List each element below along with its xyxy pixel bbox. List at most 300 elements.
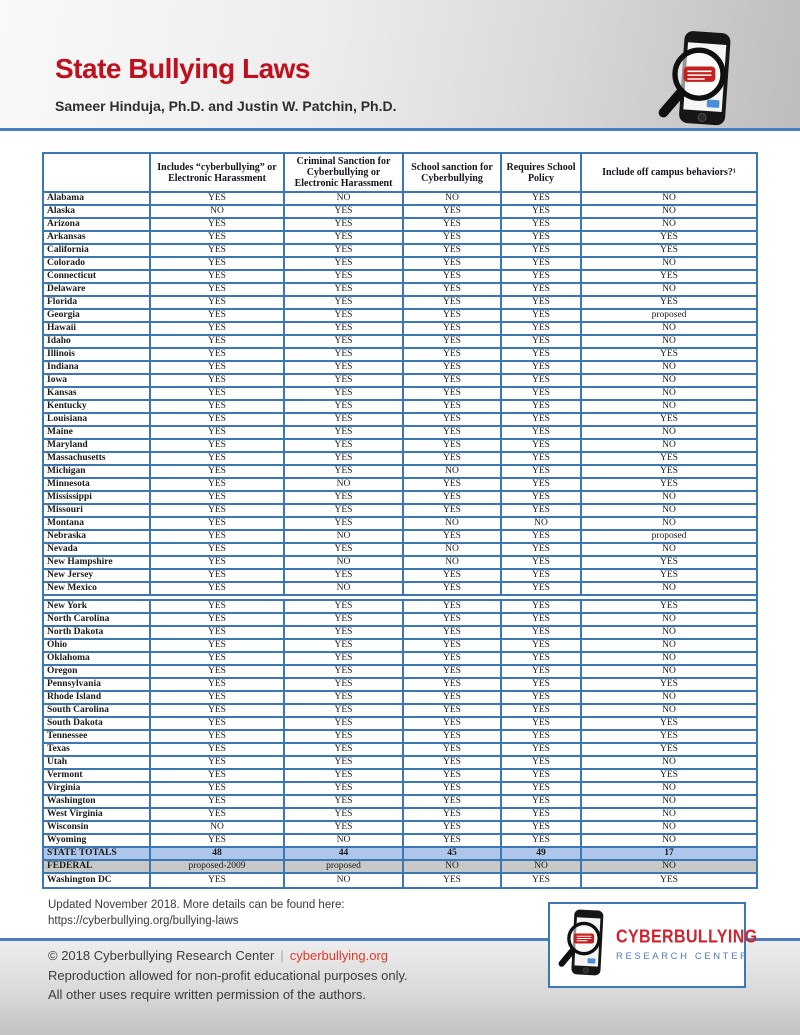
column-header: Include off campus behaviors?¹ [602,167,736,178]
value-cell: YES [660,297,678,308]
table-row-alabama [44,193,756,206]
value-cell: NO [662,583,676,594]
value-cell: YES [502,557,582,568]
state-name-cell: New York [44,601,151,612]
state-name-cell: Washington [44,796,151,807]
value-cell: YES [404,731,502,742]
value-cell: YES [404,583,502,594]
copyright-block [48,946,408,1005]
table-row-tennessee [44,731,756,744]
value-cell: YES [660,679,678,690]
value-cell: YES [404,453,502,464]
value-cell: YES [404,401,502,412]
state-name-cell: Louisiana [44,414,151,425]
state-name-cell: New Jersey [44,570,151,581]
value-cell: YES [502,232,582,243]
value-cell: YES [502,492,582,503]
value-cell: NO [662,375,676,386]
value-cell: YES [151,193,285,204]
laws-table [42,152,758,889]
value-cell: YES [660,770,678,781]
table-row-montana [44,518,756,531]
value-cell: NO [662,401,676,412]
update-note [48,897,345,929]
value-cell: YES [285,310,404,321]
value-cell: YES [502,627,582,638]
table-row-minnesota [44,479,756,492]
value-cell: NO [404,193,502,204]
value-cell: YES [404,388,502,399]
table-row-kentucky [44,401,756,414]
value-cell: YES [285,796,404,807]
value-cell: NO [662,653,676,664]
value-cell: YES [502,796,582,807]
update-note-text: Updated November 2018. More details can be found here: [48,899,345,911]
value-cell: YES [285,453,404,464]
value-cell: YES [151,401,285,412]
value-cell: NO [404,544,502,555]
value-cell: YES [285,627,404,638]
value-cell: NO [151,206,285,217]
value-cell: YES [151,232,285,243]
value-cell: YES [502,601,582,612]
table-row-pennsylvania [44,679,756,692]
value-cell: YES [404,479,502,490]
value-cell: proposed-2009 [151,861,285,872]
value-cell: YES [151,427,285,438]
value-cell: YES [151,492,285,503]
value-cell: NO [285,835,404,846]
value-cell: NO [662,388,676,399]
value-cell: YES [404,297,502,308]
value-cell: YES [502,284,582,295]
table-row-virginia [44,783,756,796]
value-cell: YES [404,505,502,516]
value-cell: YES [502,219,582,230]
value-cell: YES [151,583,285,594]
value-cell: YES [502,744,582,755]
table-row-south-carolina [44,705,756,718]
value-cell: YES [285,232,404,243]
value-cell: proposed [651,310,687,321]
reproduction-note: Reproduction allowed for non-profit educational purposes only. [48,967,408,983]
value-cell: NO [662,427,676,438]
state-name-cell: Alabama [44,193,151,204]
state-name-cell: Vermont [44,770,151,781]
value-cell: YES [151,466,285,477]
table-row-washington-dc [44,874,756,887]
state-name-cell: Arizona [44,219,151,230]
value-cell: YES [502,809,582,820]
crc-logo-text [616,929,758,962]
state-name-cell: Missouri [44,505,151,516]
value-cell: YES [151,336,285,347]
column-header: Requires School Policy [502,154,582,191]
value-cell: NO [502,518,582,529]
value-cell: YES [404,783,502,794]
copyright-text: © 2018 Cyberbullying Research Center [48,948,275,963]
value-cell: YES [285,744,404,755]
state-name-cell: New Mexico [44,583,151,594]
value-cell: YES [502,310,582,321]
value-cell: YES [502,505,582,516]
value-cell: NO [285,557,404,568]
value-cell: YES [404,874,502,887]
value-cell: YES [660,875,678,886]
table-row-texas [44,744,756,757]
value-cell: YES [151,653,285,664]
state-name-cell: Nebraska [44,531,151,542]
value-cell: YES [151,544,285,555]
value-cell: YES [151,692,285,703]
value-cell: 44 [285,848,404,859]
table-row-florida [44,297,756,310]
state-name-cell: North Carolina [44,614,151,625]
value-cell: YES [285,440,404,451]
value-cell: YES [285,297,404,308]
table-row-new-mexico [44,583,756,596]
value-cell: YES [502,570,582,581]
crc-logo-box [548,902,758,988]
table-row-vermont [44,770,756,783]
value-cell: YES [151,531,285,542]
value-cell: YES [285,783,404,794]
value-cell: YES [502,349,582,360]
table-row-oregon [44,666,756,679]
state-name-cell: Idaho [44,336,151,347]
value-cell: NO [662,783,676,794]
value-cell: YES [404,531,502,542]
value-cell: YES [502,705,582,716]
state-name-cell: Hawaii [44,323,151,334]
value-cell: YES [285,336,404,347]
value-cell: NO [662,440,676,451]
value-cell: YES [404,627,502,638]
state-name-cell: Rhode Island [44,692,151,703]
value-cell: YES [404,492,502,503]
table-row-louisiana [44,414,756,427]
state-name-cell: Kansas [44,388,151,399]
value-cell: YES [151,757,285,768]
table-row-wisconsin [44,822,756,835]
value-cell: YES [285,601,404,612]
table-row-mississippi [44,492,756,505]
value-cell: YES [502,388,582,399]
value-cell: YES [285,349,404,360]
value-cell: YES [151,796,285,807]
state-name-cell: Connecticut [44,271,151,282]
value-cell: 17 [664,848,674,859]
value-cell: YES [151,375,285,386]
value-cell: YES [502,731,582,742]
value-cell: YES [660,744,678,755]
value-cell: YES [285,284,404,295]
table-row-rhode-island [44,692,756,705]
value-cell: YES [404,614,502,625]
value-cell: YES [502,466,582,477]
value-cell: YES [285,692,404,703]
state-name-cell: Illinois [44,349,151,360]
value-cell: NO [285,479,404,490]
table-row-south-dakota [44,718,756,731]
value-cell: YES [404,809,502,820]
header-divider-line [0,128,800,131]
value-cell: YES [151,679,285,690]
value-cell: YES [404,206,502,217]
value-cell: YES [151,284,285,295]
value-cell: YES [285,323,404,334]
value-cell: YES [660,232,678,243]
table-row-arizona [44,219,756,232]
value-cell: YES [285,258,404,269]
state-name-cell: Massachusetts [44,453,151,464]
permission-note: All other uses require written permission of the authors. [48,987,366,1002]
value-cell: YES [285,219,404,230]
value-cell: YES [502,653,582,664]
update-note-url[interactable]: https://cyberbullying.org/bullying-laws [48,915,239,927]
crc-logo-phone-icon [556,906,612,985]
value-cell: YES [502,692,582,703]
value-cell: YES [660,557,678,568]
value-cell: YES [502,770,582,781]
value-cell: YES [151,570,285,581]
value-cell: YES [660,466,678,477]
column-header: Includes “cyberbullying” or Electronic Harassment [151,154,285,191]
state-name-cell: North Dakota [44,627,151,638]
value-cell: proposed [651,531,687,542]
table-body [44,193,756,887]
value-cell: YES [151,271,285,282]
table-row-new-hampshire [44,557,756,570]
value-cell: YES [151,835,285,846]
value-cell: YES [151,362,285,373]
header-band [0,0,800,128]
value-cell: YES [285,401,404,412]
table-row-nebraska [44,531,756,544]
value-cell: YES [404,757,502,768]
value-cell: YES [404,336,502,347]
value-cell: YES [502,453,582,464]
value-cell: YES [502,193,582,204]
table-row-north-carolina [44,614,756,627]
value-cell: YES [151,453,285,464]
value-cell: YES [285,640,404,651]
value-cell: YES [285,362,404,373]
table-row-wyoming [44,835,756,848]
state-name-cell: Minnesota [44,479,151,490]
value-cell: YES [660,414,678,425]
value-cell: YES [285,518,404,529]
value-cell: NO [662,505,676,516]
value-cell: YES [404,744,502,755]
table-row-alaska [44,206,756,219]
value-cell: YES [151,601,285,612]
value-cell: NO [662,835,676,846]
table-row-nevada [44,544,756,557]
value-cell: YES [404,822,502,833]
state-name-cell: Maine [44,427,151,438]
value-cell: YES [660,570,678,581]
value-cell: YES [404,310,502,321]
value-cell: NO [662,258,676,269]
table-row-maine [44,427,756,440]
value-cell: YES [502,822,582,833]
table-row-north-dakota [44,627,756,640]
value-cell: YES [151,770,285,781]
value-cell: NO [662,809,676,820]
value-cell: YES [285,414,404,425]
table-row-maryland [44,440,756,453]
value-cell: NO [662,284,676,295]
state-name-cell: Delaware [44,284,151,295]
state-name-cell: Michigan [44,466,151,477]
value-cell: NO [662,666,676,677]
value-cell: NO [662,640,676,651]
value-cell: NO [404,466,502,477]
value-cell: YES [285,705,404,716]
value-cell: YES [502,835,582,846]
value-cell: YES [285,679,404,690]
table-row-new-york [44,601,756,614]
value-cell: YES [285,505,404,516]
value-cell: YES [502,323,582,334]
pipe-separator: | [280,948,284,963]
value-cell: NO [404,861,502,872]
state-name-cell: Florida [44,297,151,308]
value-cell: YES [404,601,502,612]
value-cell: YES [285,666,404,677]
value-cell: YES [404,718,502,729]
state-name-cell: Indiana [44,362,151,373]
column-header: Criminal Sanction for Cyberbullying or Electronic Harassment [285,154,404,191]
value-cell: YES [151,614,285,625]
value-cell: YES [151,783,285,794]
value-cell: YES [404,362,502,373]
value-cell: YES [151,440,285,451]
value-cell: NO [662,757,676,768]
value-cell: YES [404,427,502,438]
value-cell: YES [404,271,502,282]
value-cell: 48 [151,848,285,859]
value-cell: YES [285,757,404,768]
value-cell: NO [662,323,676,334]
copyright-org-link[interactable]: cyberbullying.org [289,948,389,963]
value-cell: YES [660,349,678,360]
state-name-cell: Tennessee [44,731,151,742]
value-cell: NO [662,336,676,347]
value-cell: YES [404,258,502,269]
table-row-hawaii [44,323,756,336]
value-cell: YES [502,375,582,386]
value-cell: YES [151,297,285,308]
value-cell: YES [285,206,404,217]
value-cell: YES [502,414,582,425]
value-cell: YES [502,583,582,594]
value-cell: YES [151,705,285,716]
value-cell: YES [502,544,582,555]
state-name-cell: Georgia [44,310,151,321]
state-name-cell: Alaska [44,206,151,217]
value-cell: YES [502,614,582,625]
value-cell: NO [404,518,502,529]
value-cell: YES [502,271,582,282]
value-cell: NO [662,614,676,625]
value-cell: YES [151,666,285,677]
state-name-cell: STATE TOTALS [44,848,151,859]
value-cell: NO [151,822,285,833]
value-cell: YES [285,822,404,833]
crc-logo-title: CYBERBULLYING [616,927,758,947]
value-cell: YES [660,601,678,612]
table-row-oklahoma [44,653,756,666]
value-cell: proposed [285,861,404,872]
value-cell: YES [404,679,502,690]
value-cell: YES [404,414,502,425]
value-cell: YES [404,375,502,386]
state-name-cell: Iowa [44,375,151,386]
table-row-georgia [44,310,756,323]
value-cell: YES [285,718,404,729]
value-cell: NO [502,861,582,872]
value-cell: NO [662,544,676,555]
state-name-cell: FEDERAL [44,861,151,872]
value-cell: NO [662,518,676,529]
state-name-cell: Oklahoma [44,653,151,664]
value-cell: YES [404,770,502,781]
value-cell: YES [502,401,582,412]
value-cell: YES [151,874,285,887]
table-row-delaware [44,284,756,297]
state-name-cell: Nevada [44,544,151,555]
value-cell: NO [662,627,676,638]
value-cell: YES [502,783,582,794]
value-cell: YES [404,349,502,360]
value-cell: YES [404,796,502,807]
table-row-arkansas [44,232,756,245]
state-name-cell: South Dakota [44,718,151,729]
value-cell: YES [502,718,582,729]
value-cell: YES [404,323,502,334]
column-header [44,154,151,191]
value-cell: YES [404,440,502,451]
table-row-michigan [44,466,756,479]
value-cell: YES [502,245,582,256]
value-cell: YES [404,640,502,651]
value-cell: YES [151,627,285,638]
value-cell: YES [285,466,404,477]
value-cell: NO [662,362,676,373]
value-cell: YES [285,245,404,256]
value-cell: YES [285,653,404,664]
state-name-cell: Colorado [44,258,151,269]
value-cell: YES [151,310,285,321]
value-cell: YES [404,692,502,703]
value-cell: YES [502,666,582,677]
table-row-missouri [44,505,756,518]
value-cell: YES [151,414,285,425]
state-name-cell: Arkansas [44,232,151,243]
value-cell: NO [662,796,676,807]
value-cell: YES [285,375,404,386]
value-cell: YES [285,271,404,282]
table-row-ohio [44,640,756,653]
value-cell: YES [404,705,502,716]
table-row-illinois [44,349,756,362]
value-cell: NO [662,861,676,872]
state-name-cell: Wyoming [44,835,151,846]
value-cell: YES [502,640,582,651]
table-row-colorado [44,258,756,271]
